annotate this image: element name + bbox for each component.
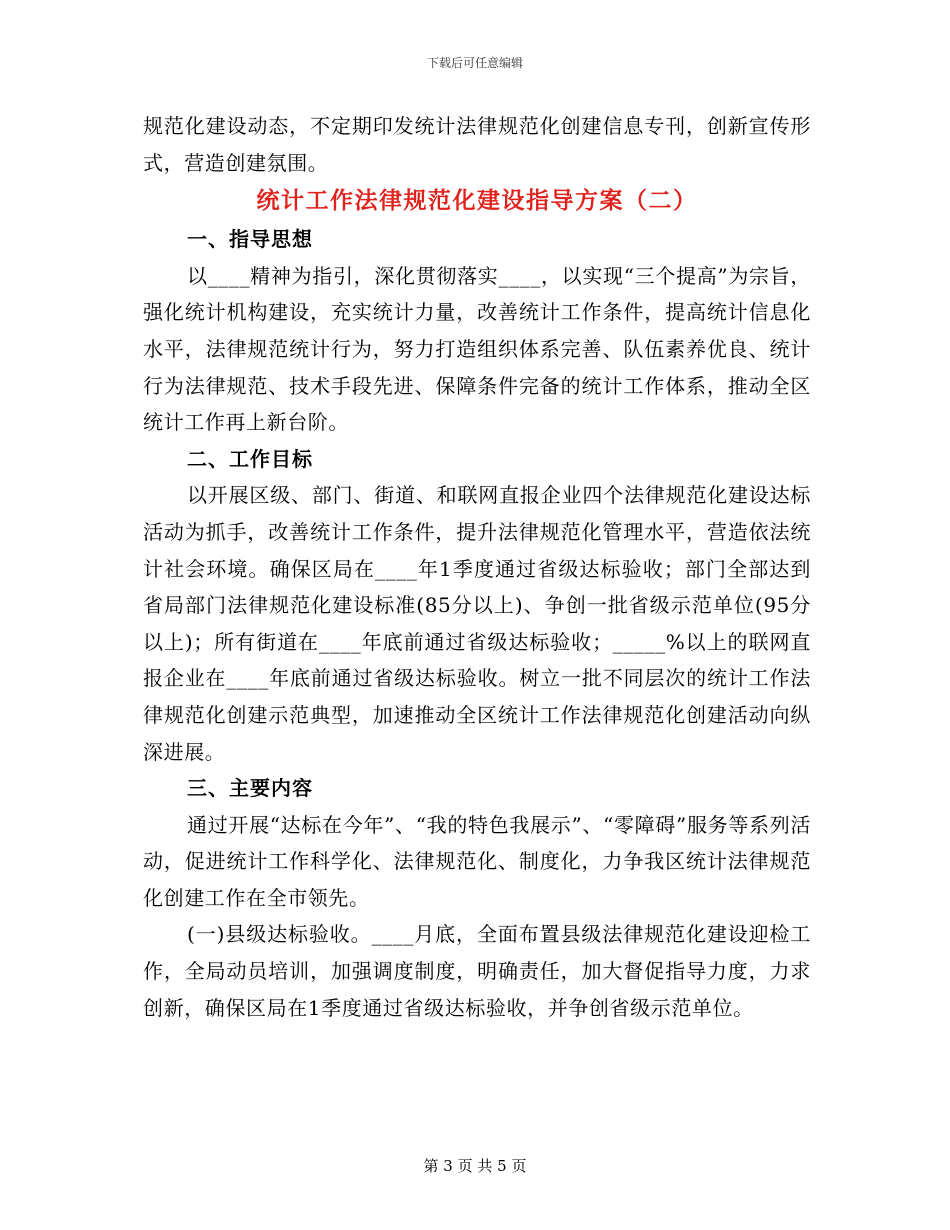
section-heading-work-goals: 二、工作目标 bbox=[187, 446, 313, 471]
paragraph-work-goals: 以开展区级、部门、街道、和联网直报企业四个法律规范化建设达标活动为抓手，改善统计工作条件，提升法律规范化管理水平，营造依法统计社会环境。确保区局在____年1季度通过省级达标验收；部门全部达到省局部门法律规范化建设标准(85分以上)、争创一批省级示范单位(95分以上)；所有街道在____年底前通过省级达标验收；_____%以上的联网直报企业在____年底前通过省级达标验收。树立一批不同层次的统计工作法律规范化创建示范典型，加速推动全区统计工作法律规范化创建活动向纵深进展。 bbox=[143, 483, 811, 764]
paragraph-county-acceptance: (一)县级达标验收。____月底，全面布置县级法律规范化建设迎检工作，全局动员培训，加强调度制度，明确责任，加大督促指导力度，力求创新，确保区局在1季度通过省级达标验收，并争创省级示范单位。 bbox=[143, 922, 811, 1020]
paragraph-continued: 规范化建设动态，不定期印发统计法律规范化创建信息专刊，创新宣传形式，营造创建氛围。 bbox=[143, 114, 811, 175]
document-body bbox=[143, 108, 811, 1026]
document-title: 统计工作法律规范化建设指导方案（二） bbox=[256, 187, 698, 215]
section-heading-guiding-thought: 一、指导思想 bbox=[187, 227, 313, 252]
section-heading-main-content: 三、主要内容 bbox=[187, 776, 313, 801]
page-number: 第 3 页 共 5 页 bbox=[423, 1157, 527, 1175]
paragraph-guiding-thought: 以____精神为指引，深化贯彻落实____，以实现“三个提高”为宗旨，强化统计机构建设，充实统计力量，改善统计工作条件，提高统计信息化水平，法律规范统计行为，努力打造组织体系完善、队伍素养优良、统计行为法律规范、技术手段先进、保障条件完备的统计工作体系，推动全区统计工作再上新台阶。 bbox=[143, 263, 811, 435]
page-header: 下载后可任意编辑 bbox=[426, 56, 523, 70]
paragraph-main-content: 通过开展“达标在今年”、“我的特色我展示”、“零障碍”服务等系列活动，促进统计工作科学化、法律规范化、制度化，力争我区统计法律规范化创建工作在全市领先。 bbox=[143, 812, 811, 910]
